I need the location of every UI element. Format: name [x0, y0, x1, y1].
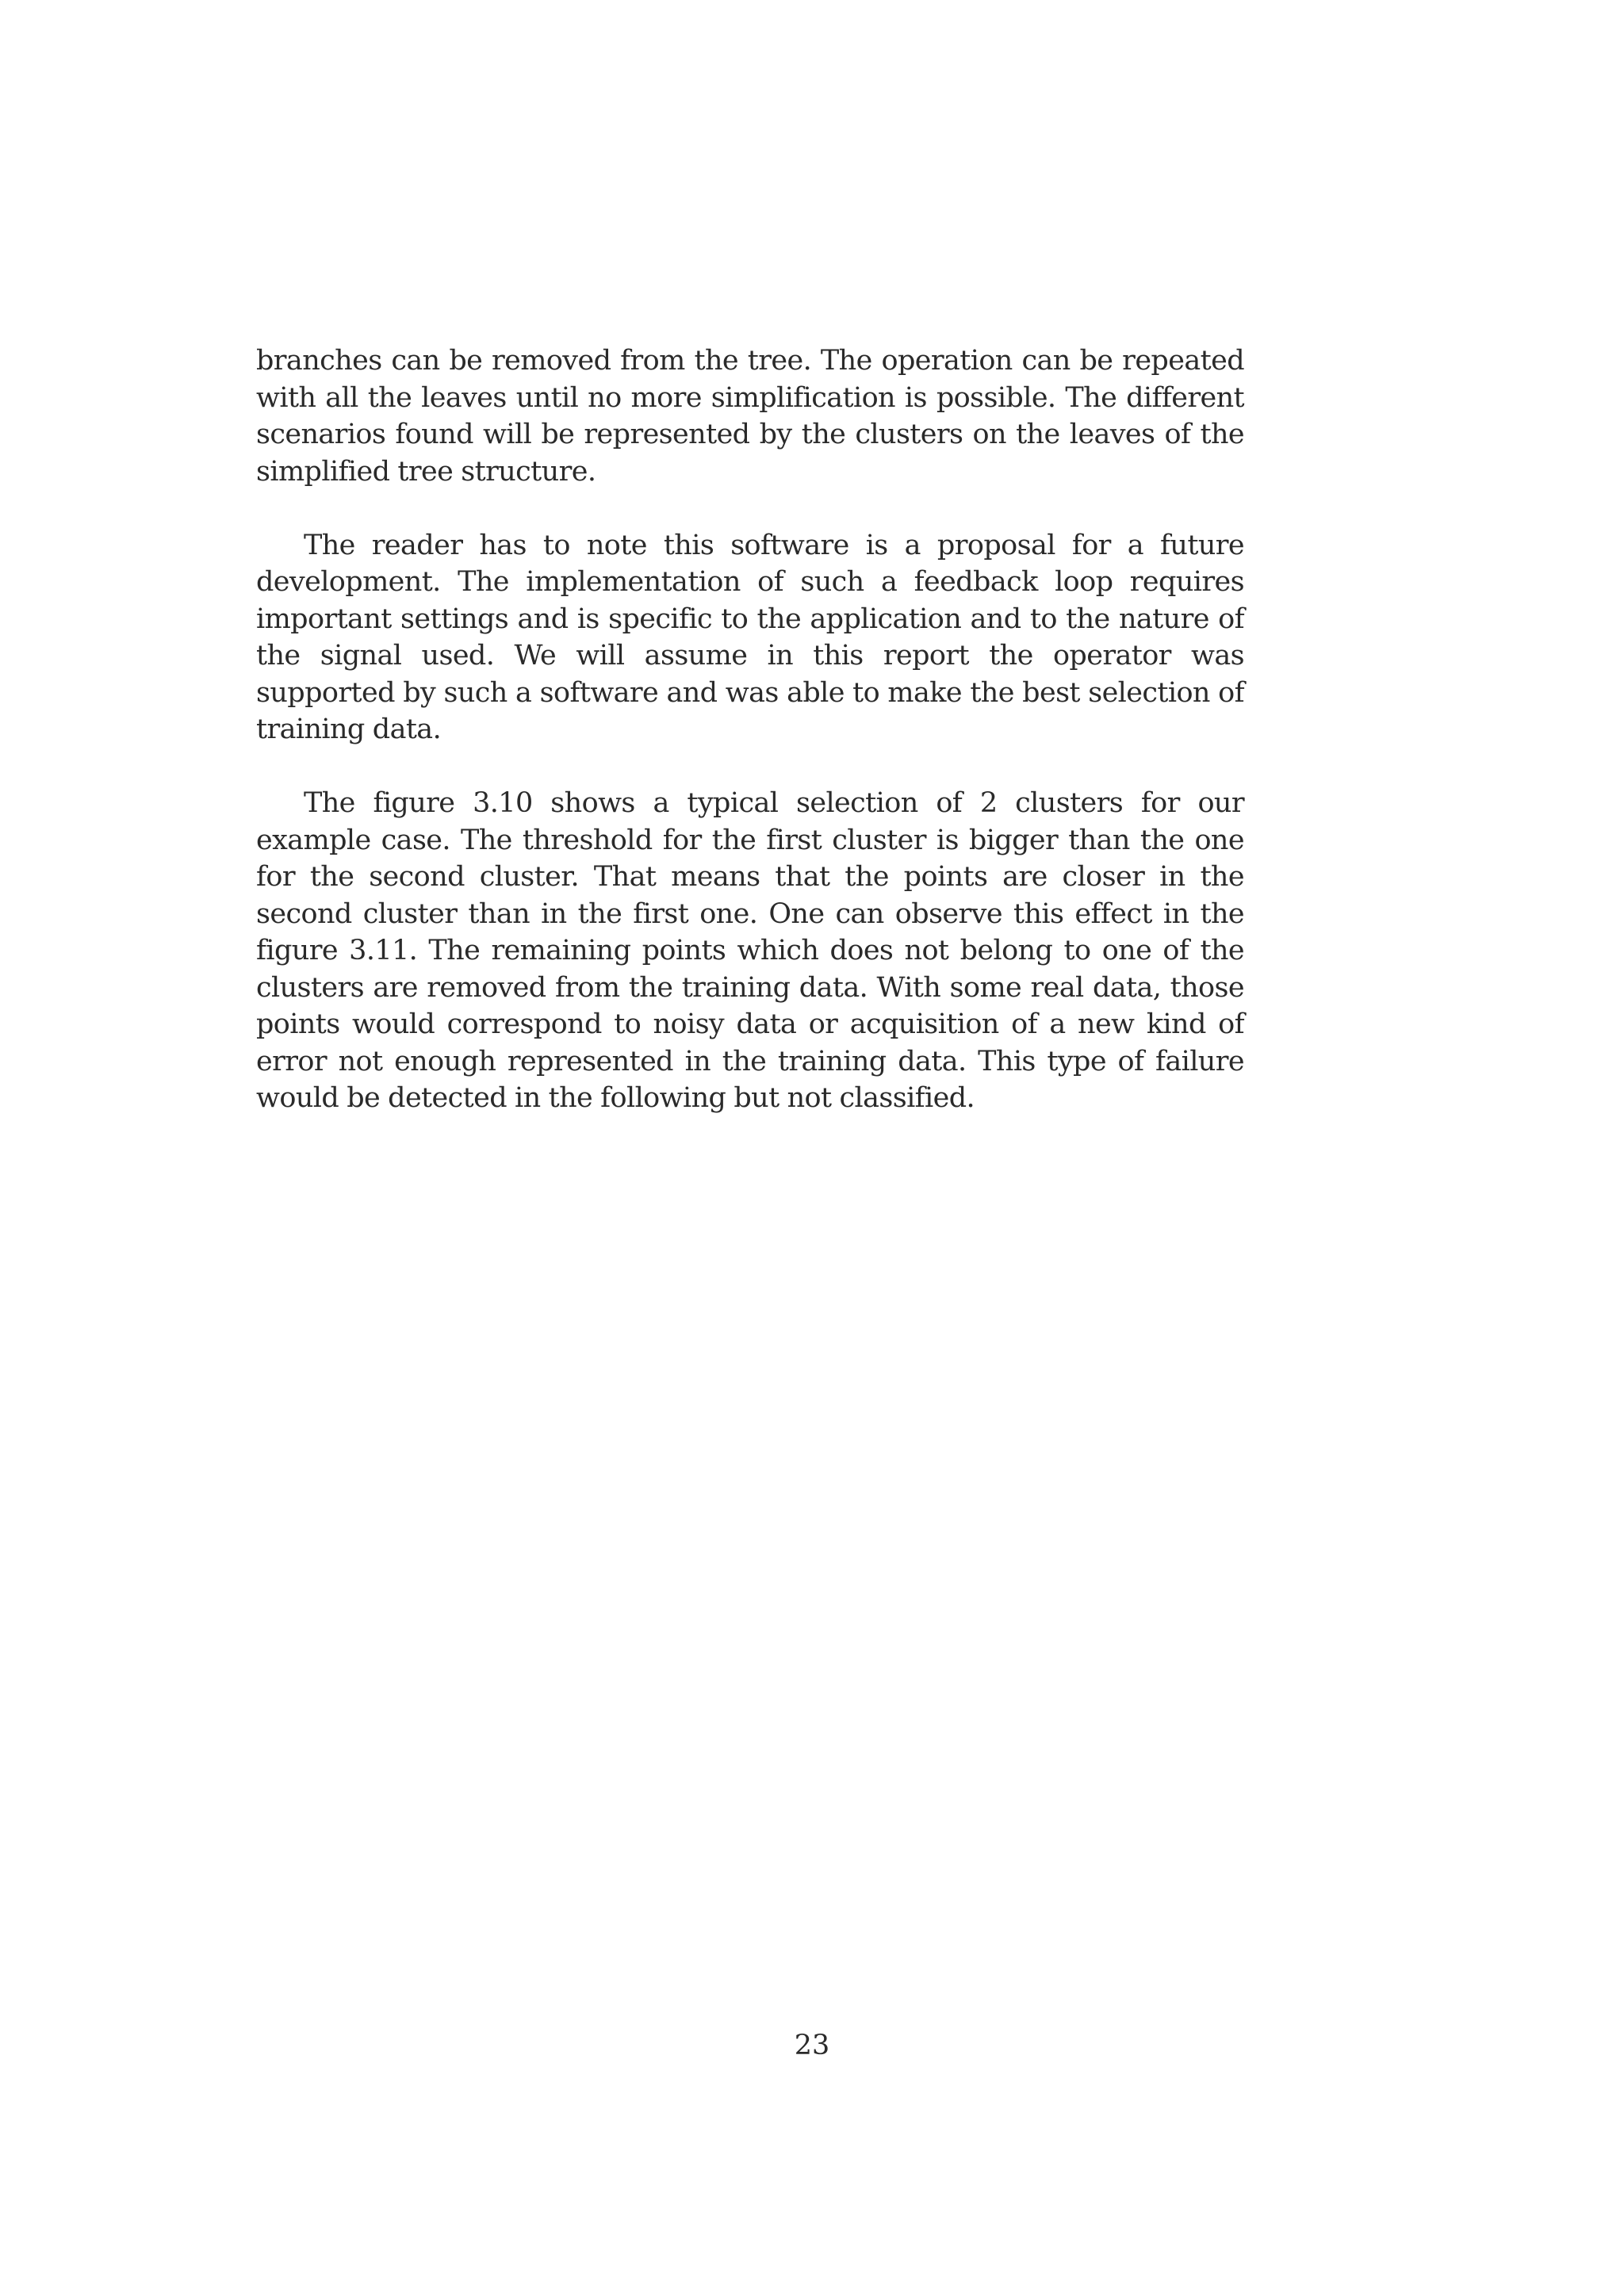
paragraph-cluster-selection: The figure 3.10 shows a typical selection of 2 clusters for our example case. The threshold for the first cluster is bigger than the one for the second cluster. That means that the points are closer in the second cluster than in the first one. One can observe this effect in the figure 3.11. The remaining points which does not belong to one of the clusters are removed from the training data. With some real data, those points would correspond to noisy data or acquisition of a new kind of error not enough represented in the training data. This type of failure would be detected in the following but not classified.: [256, 787, 1244, 1114]
paragraph-software-proposal: The reader has to note this software is a proposal for a future development. The implementation of such a feedback loop requires important settings and is specific to the application and to the nature of the signal used. We will assume in this report the operator was supported by such a software and was able to make the best selection of training data.: [256, 529, 1244, 745]
page-number: 23: [794, 2030, 830, 2061]
paragraph-continuation: branches can be removed from the tree. The operation can be repeated with all the leaves until no more simplification is possible. The different scenarios found will be represented by the clusters on the leaves of the simplified tree structure.: [256, 345, 1244, 488]
body-text: [256, 342, 1244, 1117]
